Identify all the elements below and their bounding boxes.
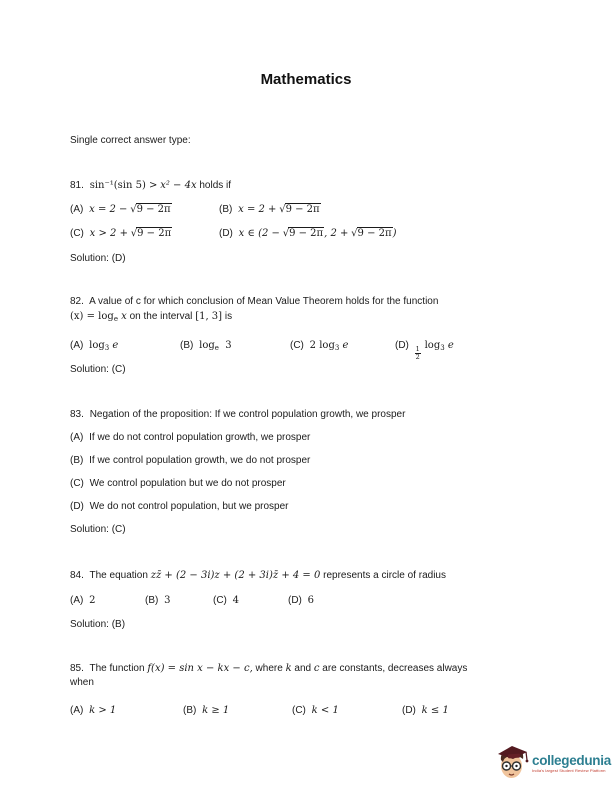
radical-sign: √ — [351, 228, 358, 239]
math-expression: zz̄ + (2 − 3i)z + (2 + 3i)z̄ + 4 = 0 — [150, 570, 321, 581]
option-label: (C) — [290, 340, 304, 351]
logo-text — [532, 754, 612, 773]
question-83-option-a — [70, 431, 310, 445]
question-81-solution: Solution: (D) — [70, 253, 126, 264]
question-83-option-d — [70, 500, 289, 514]
question-85-stem-line1 — [70, 662, 467, 676]
page-title: Mathematics — [260, 71, 352, 88]
radical-sign: √ — [279, 204, 286, 215]
option-value: 2 — [89, 595, 96, 606]
question-84-stem — [70, 569, 446, 583]
radicand: 9 − 2π — [285, 204, 320, 215]
question-85-option-b — [183, 704, 229, 718]
question-84-option-c — [213, 594, 239, 608]
math-variable: k — [285, 663, 292, 674]
math-expression: f(x) = sin x − kx − c, — [147, 663, 253, 674]
question-84-option-b — [145, 594, 171, 608]
option-label: (C) — [213, 595, 227, 606]
math-text: x — [117, 311, 127, 322]
math-expression: x = 2 + — [238, 204, 277, 215]
option-label: (D) — [70, 501, 84, 512]
math-expression: x = 2 − — [89, 204, 128, 215]
question-number: 82. — [70, 296, 84, 307]
log-function: log — [424, 340, 441, 351]
question-82-option-c — [290, 339, 348, 353]
question-82-solution: Solution: (C) — [70, 364, 126, 375]
option-value: k < 1 — [311, 705, 339, 716]
option-label: (D) — [395, 340, 409, 351]
question-83-option-b — [70, 454, 310, 468]
question-number: 83. — [70, 409, 84, 420]
option-label: (B) — [219, 204, 233, 215]
subscript: e — [214, 344, 219, 352]
logo-tagline: India's largest Student Review Platform — [532, 767, 606, 773]
question-81-option-c — [70, 227, 172, 241]
math-expression: x² − 4x — [160, 180, 197, 191]
option-label: (A) — [70, 204, 84, 215]
math-expression: x > 2 + — [89, 228, 128, 239]
stem-text: on the interval — [129, 311, 193, 322]
question-82-option-a — [70, 339, 118, 353]
question-83-stem — [70, 408, 405, 422]
radicand: 9 − 2π — [289, 228, 324, 239]
question-81-stem — [70, 179, 231, 193]
question-83-option-c — [70, 477, 286, 491]
math-expression — [70, 311, 127, 322]
math-text: (x) = log — [70, 311, 114, 322]
math-text: 3 — [218, 340, 232, 351]
question-84-option-d — [288, 594, 314, 608]
option-label: (A) — [70, 432, 84, 443]
collegedunia-mascot-icon — [496, 744, 530, 782]
math-expression — [310, 340, 349, 351]
math-text: e — [339, 340, 349, 351]
option-label: (A) — [70, 595, 84, 606]
sqrt-expression — [130, 203, 171, 217]
question-85-option-d — [402, 704, 449, 718]
stem-text: The function — [89, 663, 145, 674]
subscript: 3 — [440, 344, 445, 352]
option-label: (D) — [288, 595, 302, 606]
question-82-stem-line2 — [70, 310, 232, 324]
math-expression: sin⁻¹(sin 5) > — [89, 180, 158, 191]
stem-text: are constants, decreases always — [322, 663, 468, 674]
radicand: 9 − 2π — [137, 228, 172, 239]
log-function: log — [89, 340, 105, 351]
logo-brand-name: collegedunia — [532, 752, 611, 768]
log-function: log — [319, 340, 335, 351]
sqrt-expression — [131, 227, 172, 241]
fraction-denominator: 2 — [415, 352, 420, 361]
option-label: (A) — [70, 340, 84, 351]
option-label: (C) — [70, 228, 84, 239]
question-81-option-d — [219, 227, 397, 241]
collegedunia-logo — [496, 744, 612, 782]
math-variable: c — [313, 663, 320, 674]
math-text: e — [444, 340, 454, 351]
question-number: 84. — [70, 570, 84, 581]
option-label: (B) — [70, 455, 84, 466]
option-value: 6 — [307, 595, 315, 606]
question-85-option-c — [292, 704, 339, 718]
math-expression: x ∈ (2 − — [238, 228, 280, 239]
radical-sign: √ — [130, 228, 138, 239]
math-expression: [1, 3] — [195, 311, 223, 322]
question-81-option-a — [70, 203, 172, 217]
math-expression — [199, 340, 232, 351]
math-text: 2 — [309, 340, 317, 351]
option-value: 3 — [164, 595, 171, 606]
math-expression: ) — [392, 228, 397, 239]
math-text: e — [109, 340, 119, 351]
option-value: k > 1 — [89, 705, 117, 716]
radicand: 9 − 2π — [357, 228, 392, 239]
question-84-solution: Solution: (B) — [70, 619, 126, 630]
math-expression: , 2 + — [324, 228, 349, 239]
radicand: 9 − 2π — [136, 204, 171, 215]
question-84-option-a — [70, 594, 96, 608]
fraction — [415, 346, 421, 360]
option-label: (C) — [70, 478, 84, 489]
fraction-numerator: 1 — [415, 345, 420, 353]
stem-text: The equation — [89, 570, 148, 581]
option-text: We control population but we do not prosper — [89, 478, 286, 489]
option-label: (B) — [180, 340, 194, 351]
radical-sign: √ — [282, 228, 290, 239]
stem-text: Negation of the proposition: If we control population growth, we prosper — [89, 409, 406, 420]
question-85-stem-line2: when — [70, 677, 94, 688]
subscript: 3 — [334, 344, 340, 352]
option-label: (C) — [292, 705, 306, 716]
question-82-option-b — [180, 339, 232, 353]
option-text: If we control population growth, we do not prosper — [89, 455, 311, 466]
math-expression — [425, 340, 454, 351]
question-82-option-d — [395, 339, 454, 360]
stem-text: A value of c for which conclusion of Mean Value Theorem holds for the function — [89, 296, 439, 307]
question-number: 85. — [70, 663, 84, 674]
log-function: log — [199, 340, 215, 351]
question-81-option-b — [219, 203, 321, 217]
stem-text: represents a circle of radius — [323, 570, 446, 581]
section-heading: Single correct answer type: — [70, 135, 191, 146]
question-82-stem-line1 — [70, 295, 438, 309]
stem-text: holds if — [199, 180, 232, 191]
subscript: e — [113, 315, 118, 323]
question-85-option-a — [70, 704, 116, 718]
radical-sign: √ — [130, 204, 137, 215]
option-label: (A) — [70, 705, 84, 716]
option-value: k ≥ 1 — [202, 705, 230, 716]
option-text: We do not control population, but we prosper — [89, 501, 289, 512]
option-label: (D) — [219, 228, 233, 239]
subscript: 3 — [104, 344, 110, 352]
logo-brand — [532, 754, 612, 767]
stem-text: is — [224, 311, 233, 322]
option-value: 4 — [232, 595, 240, 606]
sqrt-expression — [351, 227, 392, 241]
option-label: (B) — [145, 595, 159, 606]
question-83-solution: Solution: (C) — [70, 524, 126, 535]
sqrt-expression — [279, 203, 320, 217]
stem-text: where — [255, 663, 283, 674]
question-number: 81. — [70, 180, 84, 191]
option-value: k ≤ 1 — [421, 705, 449, 716]
option-text: If we do not control population growth, we prosper — [89, 432, 311, 443]
math-expression — [89, 340, 118, 351]
stem-text: and — [294, 663, 312, 674]
option-label: (D) — [402, 705, 416, 716]
sqrt-expression — [283, 227, 324, 241]
option-label: (B) — [183, 705, 197, 716]
